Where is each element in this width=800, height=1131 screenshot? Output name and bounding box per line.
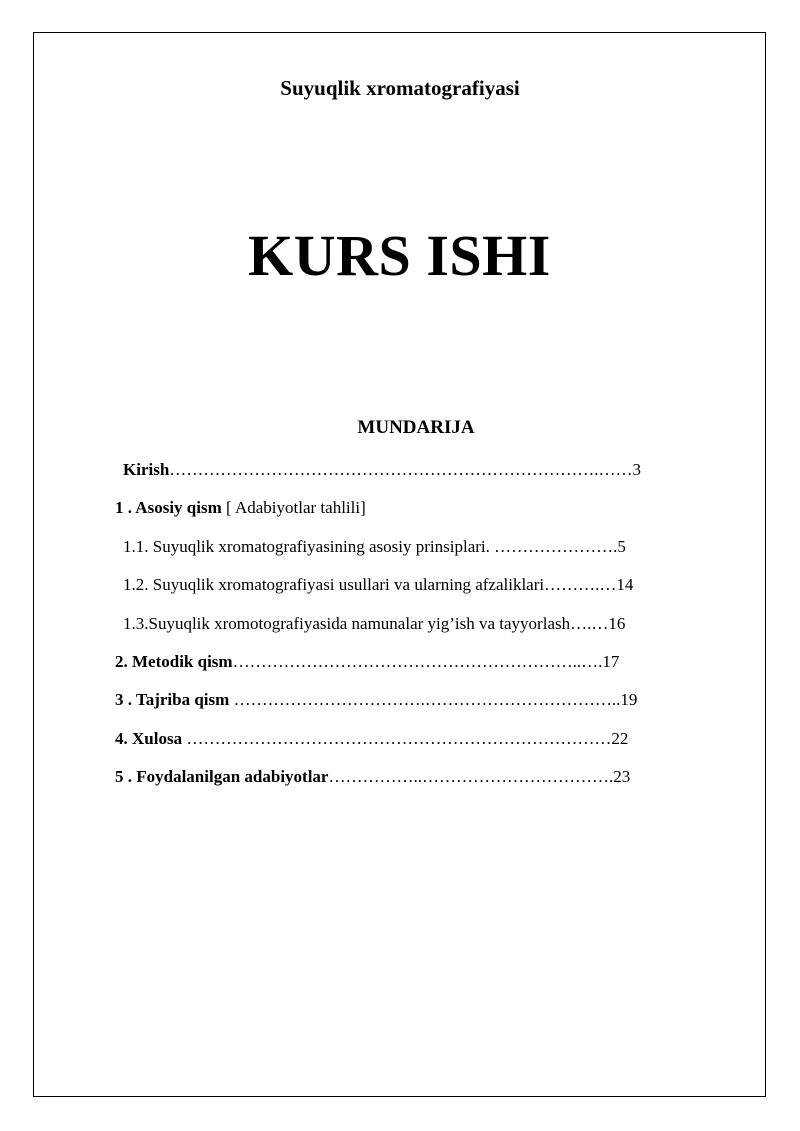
toc-entry-label: 1 . Asosiy qism bbox=[115, 498, 222, 517]
toc-entry-1-3 bbox=[123, 613, 625, 635]
toc-entry-label: 5 . Foydalanilgan adabiyotlar bbox=[115, 767, 329, 786]
toc-entry-label: Kirish bbox=[123, 460, 170, 479]
toc-entry-leader: ……………………………………………………..….17 bbox=[232, 652, 620, 671]
toc-entry-1-2 bbox=[123, 574, 633, 596]
toc-heading: MUNDARIJA bbox=[357, 417, 475, 438]
document-title: KURS ISHI bbox=[248, 223, 551, 288]
toc-entry-text: 1.2. Suyuqlik xromatografiyasi usullari va ularning afzaliklari……….…14 bbox=[123, 575, 634, 594]
toc-entry-text: 1.3.Suyuqlik xromotografiyasida namunalar yig’ish va tayyorlash….…16 bbox=[123, 614, 626, 633]
toc-entry-leader: …………………………….……………………………..19 bbox=[229, 690, 638, 709]
toc-entry-metodik-qism bbox=[115, 651, 619, 673]
page-border bbox=[33, 32, 766, 1097]
toc-entry-leader: ………………………………………………………………….……3 bbox=[169, 460, 642, 479]
toc-entry-xulosa bbox=[115, 728, 628, 750]
document-subject: Suyuqlik xromatografiyasi bbox=[280, 76, 520, 100]
toc-entry-leader: …………………………………………………………………22 bbox=[182, 729, 629, 748]
toc-entry-label: 4. Xulosa bbox=[115, 729, 183, 748]
toc-entry-asosiy-qism bbox=[115, 497, 366, 519]
toc-entry-kirish bbox=[123, 459, 641, 481]
toc-entry-label: 3 . Tajriba qism bbox=[115, 690, 230, 709]
toc-entry-1-1 bbox=[123, 536, 626, 558]
toc-entry-text: 1.1. Suyuqlik xromatografiyasining asosiy prinsiplari. ………………….5 bbox=[123, 537, 626, 556]
toc-entry-adabiyotlar bbox=[115, 766, 630, 788]
toc-entry-tajriba-qism bbox=[115, 689, 637, 711]
toc-entry-leader: ……………..…………………………….23 bbox=[328, 767, 631, 786]
toc-entry-subtitle: [ Adabiyotlar tahlili] bbox=[221, 498, 366, 517]
toc-entry-label: 2. Metodik qism bbox=[115, 652, 233, 671]
